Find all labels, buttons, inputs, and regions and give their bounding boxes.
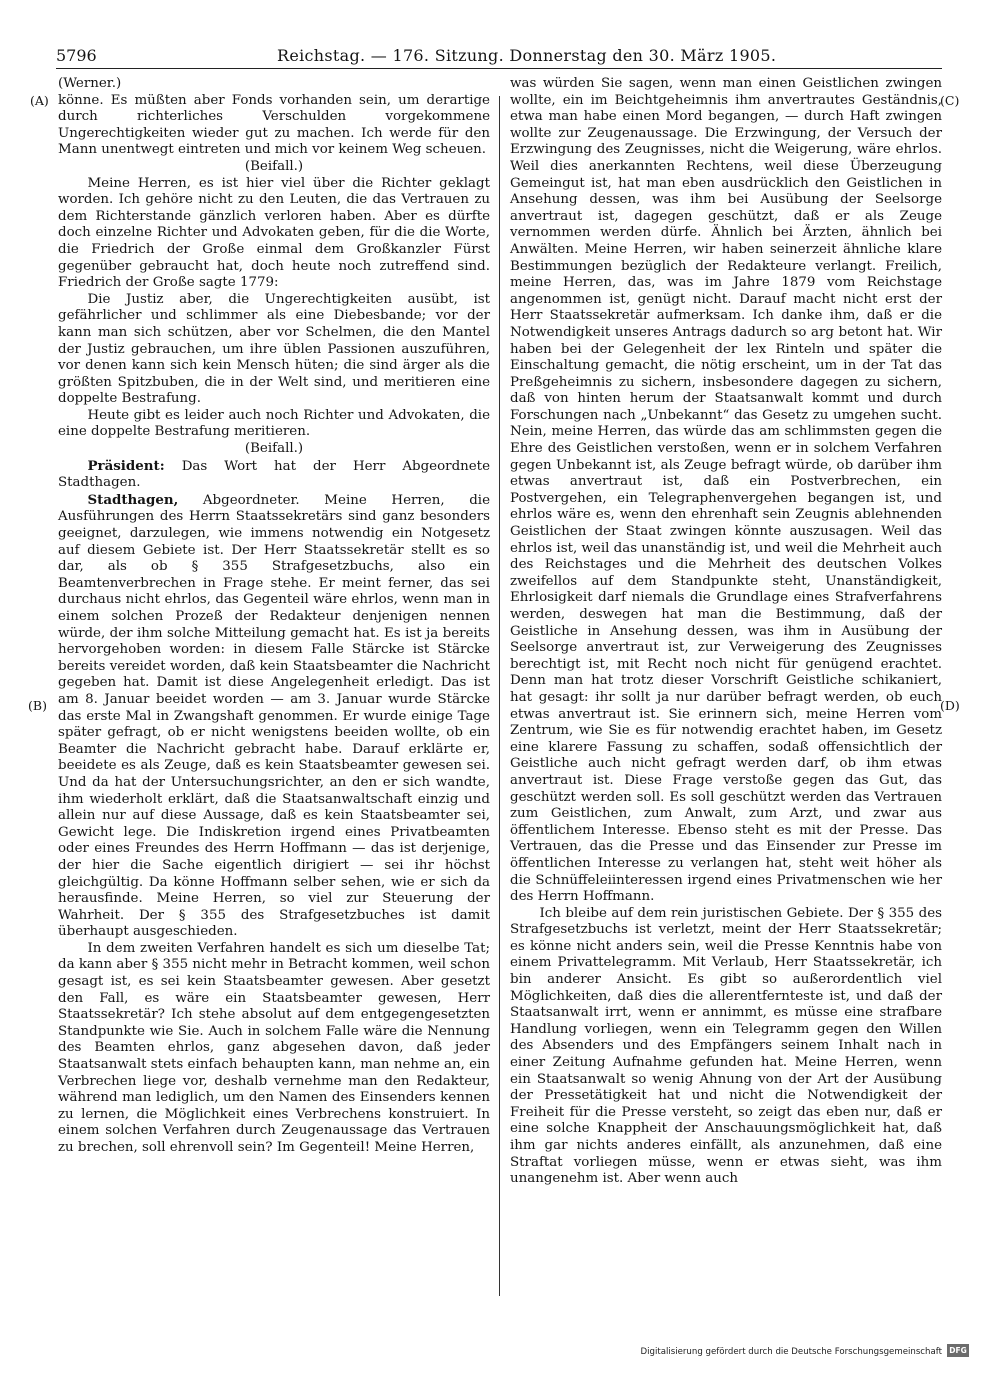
margin-mark-a: (A) bbox=[30, 93, 49, 108]
statement-text: Abgeordneter. Meine Herren, die Ausführungen des Herrn Staatssekretärs sind ganz besonders geeignet, darzulegen, wie immens notwendig ein Notgesetz auf diesem Gebiete ist. Der Herr Staatssekretär stellt es so dar, als ob § 355 Strafgesetzbuchs, also ein Beamtenverbrechen in Frage stehe. Er meint ferner, das sei durchaus nicht ehrlos, das Gegenteil wäre ehrlos, wenn man in einem solchen Prozeß der Redakteur denjenigen nennen würde, der ihm solche Mitteilung gemacht hat. Es ist ja bereits hervorgehoben worden: in diesem Falle Stärcke ist Stärcke bereits vereidet worden, daß kein Staatsbeamter die Nachricht gegeben hat. Damit ist diese Angelegenheit erledigt. Das ist am 8. Januar beeidet worden — am 3. Januar wurde Stärcke das erste Mal in Zwangshaft genommen. Er wurde einige Tage später gefragt, ob er nicht wenigstens beeiden wollte, ob ein Beamter die Nachricht gebracht habe. Darauf erklärte er, beeidete es als Zeuge, daß es kein Staatsbeamter gewesen sei. Und da hat der Untersuchungsrichter, an den er sich wandte, ihm wiederholt erklärt, daß die Staatsanwaltschaft einzig und allein nur auf diese Aussage, daß es kein Staatsbeamter sei, Gewicht lege. Die Indiskretion irgend eines Privatbeamten oder eines Freundes des Herrn Hoffmann — das ist derjenige, der hier die Sache eigentlich dirigiert — sei ihr höchst gleichgültig. Da könne Hoffmann selber sehen, wie er sich da herausfinde. Meine Herren, so viel zur Steuerung der Wahrheit. Der § 355 des Strafgesetzbuches ist damit überhaupt ausgeschieden. bbox=[58, 492, 490, 940]
paragraph: In dem zweiten Verfahren handelt es sich um dieselbe Tat; da kann aber § 355 nicht mehr in Betracht kommen, weil schon gesagt ist, es sei kein Staatsbeamter gewesen. Aber gesetzt den Fall, es wäre ein Staatsbeamter gewesen, Herr Staatssekretär? Ich stehe absolut auf dem entgegengesetzten Standpunkte wie Sie. Auch in solchem Falle wäre die Nennung des Beamten ehrlos, ganz abgesehen davon, daß jeder Staatsanwalt stets einfach behaupten kann, man nehme an, ein Verbrechen liege vor, deshalb vernehme man den Redakteur, während man lediglich, um den Namen des Einsenders kennen zu lernen, die Möglichkeit eines Verbrechens konstruiert. In einem solchen Verfahren durch Zeugenaussage das Vertrauen zu brechen, soll ehrenvoll sein? Im Gegenteil! Meine Herren, bbox=[58, 940, 490, 1155]
speaker-label: Präsident: bbox=[87, 457, 165, 474]
paragraph: Heute gibt es leider auch noch Richter und Advokaten, die eine doppelte Bestrafung meritieren. bbox=[58, 407, 490, 440]
margin-mark-d: (D) bbox=[940, 698, 960, 713]
stadthagen-statement bbox=[58, 492, 490, 941]
paragraph: Ich bleibe auf dem rein juristischen Gebiete. Der § 355 des Strafgesetzbuchs ist verletzt, meint der Herr Staatssekretär; es könne nicht anders sein, weil die Presse Kenntnis habe von einem Privattelegramm. Mit Verlaub, Herr Staatssekretär, ich bin anderer Ansicht. Es gibt so außerordentlich viel Möglichkeiten, daß dies die allerentfernteste ist, und daß der Staatsanwalt irrt, wenn er annimmt, es müsse eine strafbare Handlung vorliegen, wenn ein Telegramm gegen den Willen des Absenders und des Empfängers seinem Inhalt nach in einer Zeitung Aufnahme gefunden hat. Meine Herren, wenn ein Staatsanwalt so wenig Ahnung von der Art der Ausübung der Pressetätigkeit hat und nicht die Notwendigkeit der Freiheit für die Presse versteht, so zeigt das eben nur, daß er eine solche Knappheit der Anschauungsmöglichkeit hat, daß ihm gar nichts anderes einfällt, als anzunehmen, daß eine Straftat vorliegen müsse, wenn er etwas sieht, was ihm unangenehm ist. Aber wenn auch bbox=[510, 905, 942, 1187]
dfg-logo: DFG bbox=[947, 1344, 969, 1357]
margin-mark-c: (C) bbox=[940, 93, 960, 108]
margin-mark-b: (B) bbox=[28, 698, 47, 713]
page-number: 5796 bbox=[56, 46, 97, 65]
right-column bbox=[510, 76, 942, 1188]
running-head: Reichstag. — 176. Sitzung. Donnerstag den 30. März 1905. bbox=[277, 46, 777, 65]
paragraph: Meine Herren, es ist hier viel über die Richter geklagt worden. Ich gehöre nicht zu den Leuten, die das Vertrauen zu dem Richterstande gänzlich verloren haben. Aber es dürfte doch einzelne Richter und Advokaten geben, für die die Worte, die Friedrich der Große einmal dem Großkanzler Fürst gegenüber gebraucht hat, doch heute noch zutreffend sind. Friedrich der Große sagte 1779: bbox=[58, 175, 490, 291]
header-rule bbox=[56, 68, 942, 69]
speaker-continuation: (Werner.) bbox=[58, 76, 122, 91]
statement-text: Das Wort hat der Herr Abgeordnete Stadthagen. bbox=[58, 458, 490, 491]
applause-note: (Beifall.) bbox=[244, 158, 304, 174]
block-quote: Die Justiz aber, die Ungerechtigkeiten ausübt, ist gefährlicher und schlimmer als eine Diebesbande; vor der kann man sich schützen, aber vor Schelmen, die den Mantel der Justiz gebrauchen, um ihre üblen Passionen auszuführen, vor denen kann sich kein Mensch hüten; die sind ärger als die größten Spitzbuben, die in der Welt sind, und meritieren eine doppelte Bestrafung. bbox=[58, 291, 490, 407]
digitization-credit: Digitalisierung gefördert durch die Deutsche Forschungsgemeinschaft bbox=[640, 1347, 942, 1357]
paragraph: könne. Es müßten aber Fonds vorhanden sein, um derartige durch richterliches Verschulden vorgekommene Ungerechtigkeiten wieder gut zu machen. Ich werde für den Mann unentwegt eintreten und mich vor keinem Weg scheuen. bbox=[58, 92, 490, 158]
speaker-label: Stadthagen, bbox=[87, 491, 179, 508]
paragraph: was würden Sie sagen, wenn man einen Geistlichen zwingen wollte, ein im Beichtgeheimnis ihm anvertrautes Geständnis, etwa man habe einen Mord begangen, — durch Haft zwingen wollte zur Zeugenaussage. Die Erzwingung, der Versuch der Erzwingung des Zeugnisses, nicht die Weigerung, wäre ehrlos. Weil dies anerkannten Rechtens, weil diese Überzeugung Gemeingut ist, hat man eben ausdrücklich den Geistlichen in Ansehung dessen, was ihm bei Ausübung der Seelsorge anvertraut ist, dagegen geschützt, daß er als Zeuge vernommen werden dürfe. Ähnlich bei Ärzten, ähnlich bei Anwälten. Meine Herren, wir haben seinerzeit ähnliche klare Bestimmungen bezüglich der Redakteure verlangt. Freilich, meine Herren, das, was im Jahre 1879 vom Reichstage angenommen ist, genügt nicht. Darauf macht nicht erst der Herr Staatssekretär aufmerksam. Ich danke ihm, daß er die Notwendigkeit unseres Antrags dadurch so arg betont hat. Wir haben bei der Gelegenheit der lex Rinteln und später die Einschaltung gemacht, die nötig erscheint, um in der Tat das Preßgeheimnis zu sichern, insbesondere dagegen zu sichern, daß von hinten herum der Staatsanwalt kommt und durch Forschungen nach „Unbekannt“ das Gesetz zu umgehen sucht. Nein, meine Herren, das würde das am schlimmsten gegen die Ehre des Geistlichen verstoßen, wenn er in solchem Verfahren gegen Unbekannt ist, als Zeuge befragt würde, ob darüber ihm etwas anvertraut ist, daß ein Postverbrechen, ein Postvergehen, ein Telegraphenvergehen begangen ist, und ehrlos wäre es, wenn den ehrenhaft sein Zeugnis ablehnenden Geistlichen der Staat zwingen könnte auszusagen. Weil das ehrlos ist, weil das unanständig ist, und weil die Mehrheit auch des Reichstages und die Mehrheit des deutschen Volkes zweifellos auf dem Standpunkte steht, Unanständigkeit, Ehrlosigkeit darf niemals die Grundlage eines Strafverfahrens werden, deswegen hat man die Bestimmung, daß der Geistliche in Ansehung dessen, was ihm in Ausübung der Seelsorge anvertraut ist, zur Verweigerung des Zeugnisses berechtigt ist, mit Recht noch nicht für genügend erachtet. Denn man hat trotz dieser Vorschrift Geistliche schikaniert, hat gesagt: ihr sollt ja nur darüber befragt werden, ob euch etwas anvertraut ist. Sie erinnern sich, meine Herren vom Zentrum, wie Sie es für notwendig erachtet haben, im Gesetz eine klarere Fassung zu schaffen, sodaß offensichtlich der Geistliche auch nicht gefragt werden darf, ob ihm etwas anvertraut ist. Diese Frage verstoße gegen das Gut, das geschützt werden soll. Es soll geschützt werden das Vertrauen zum Geistlichen, zum Anwalt, zum Arzt, und zwar aus öffentlichem Interesse. Ebenso steht es mit der Presse. Das Vertrauen, das die Presse und das Einsender zur Presse im öffentlichen Interesse zu verlangen hat, steht weit höher als die Schnüffeleiinteressen irgend eines Privatmenschen wie her des Herrn Hoffmann. bbox=[510, 76, 942, 905]
president-statement bbox=[58, 458, 490, 492]
column-divider bbox=[499, 96, 500, 1296]
applause-note: (Beifall.) bbox=[244, 441, 304, 457]
left-column bbox=[58, 76, 490, 1157]
